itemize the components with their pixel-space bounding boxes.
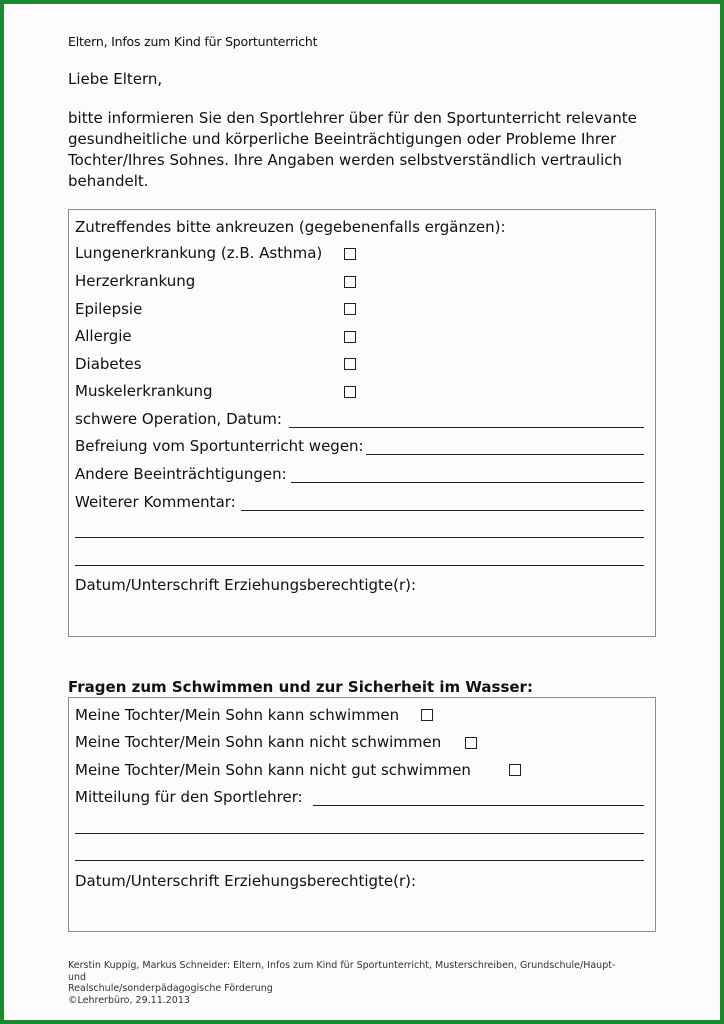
operation-date-field[interactable]: [289, 427, 644, 428]
comment-label: Weiterer Kommentar:: [75, 493, 236, 511]
other-impairments-field[interactable]: [291, 482, 644, 483]
document-header: Eltern, Infos zum Kind für Sportunterricht: [68, 34, 318, 49]
intro-line: behandelt.: [68, 172, 149, 190]
checkbox-allergy[interactable]: [344, 331, 356, 343]
footer-credits: [68, 960, 628, 1006]
checkbox-epilepsy[interactable]: [344, 303, 356, 315]
intro-line: bitte informieren Sie den Sportlehrer über für den Sportunterricht relevante: [68, 109, 637, 127]
condition-label-epilepsy: Epilepsie: [75, 300, 143, 318]
checkbox-diabetes[interactable]: [344, 358, 356, 370]
checkbox-heart[interactable]: [344, 276, 356, 288]
footer-line: Realschule/sonderpädagogische Förderung: [68, 983, 273, 994]
comment-field-line[interactable]: [75, 565, 644, 566]
comment-field[interactable]: [241, 510, 644, 511]
intro-line: Tochter/Ihres Sohnes. Ihre Angaben werden selbstverständlich vertraulich: [68, 151, 623, 169]
swimming-heading: Fragen zum Schwimmen und zur Sicherheit im Wasser:: [68, 678, 533, 696]
condition-label-allergy: Allergie: [75, 327, 132, 345]
condition-label-muscle: Muskelerkrankung: [75, 382, 213, 400]
signature-label: Datum/Unterschrift Erziehungsberechtigte(r):: [75, 576, 417, 594]
greeting: Liebe Eltern,: [68, 70, 163, 88]
intro-line: gesundheitliche und körperliche Beeinträchtigungen oder Probleme Ihrer: [68, 130, 617, 148]
exemption-reason-field[interactable]: [366, 454, 644, 455]
message-field[interactable]: [313, 805, 644, 806]
message-field-line[interactable]: [75, 860, 644, 861]
checkbox-cannot-swim[interactable]: [465, 737, 477, 749]
comment-field-line[interactable]: [75, 537, 644, 538]
intro-paragraph: [68, 108, 658, 192]
message-label: Mitteilung für den Sportlehrer:: [75, 788, 303, 806]
other-impairments-label: Andere Beeinträchtigungen:: [75, 465, 287, 483]
checkbox-muscle[interactable]: [344, 386, 356, 398]
swim-option-not-well: Meine Tochter/Mein Sohn kann nicht gut schwimmen: [75, 761, 471, 779]
exemption-label: Befreiung vom Sportunterricht wegen:: [75, 437, 364, 455]
swim-signature-label: Datum/Unterschrift Erziehungsberechtigte(r):: [75, 872, 417, 890]
footer-line: Kerstin Kuppig, Markus Schneider: Eltern, Infos zum Kind für Sportunterricht, Musterschreiben, Grundschule/Haupt- und: [68, 960, 616, 983]
checkbox-can-swim[interactable]: [421, 709, 433, 721]
document-page: [4, 4, 720, 1020]
checkbox-asthma[interactable]: [344, 248, 356, 260]
swim-option-can-swim: Meine Tochter/Mein Sohn kann schwimmen: [75, 706, 400, 724]
operation-label: schwere Operation, Datum:: [75, 410, 282, 428]
health-instruction: Zutreffendes bitte ankreuzen (gegebenenfalls ergänzen):: [75, 218, 506, 236]
condition-label-diabetes: Diabetes: [75, 355, 142, 373]
condition-label-asthma: Lungenerkrankung (z.B. Asthma): [75, 244, 323, 262]
condition-label-heart: Herzerkrankung: [75, 272, 196, 290]
footer-line: ©Lehrerbüro, 29.11.2013: [68, 994, 190, 1006]
message-field-line[interactable]: [75, 833, 644, 834]
swim-option-cannot-swim: Meine Tochter/Mein Sohn kann nicht schwimmen: [75, 733, 442, 751]
checkbox-not-well[interactable]: [509, 764, 521, 776]
